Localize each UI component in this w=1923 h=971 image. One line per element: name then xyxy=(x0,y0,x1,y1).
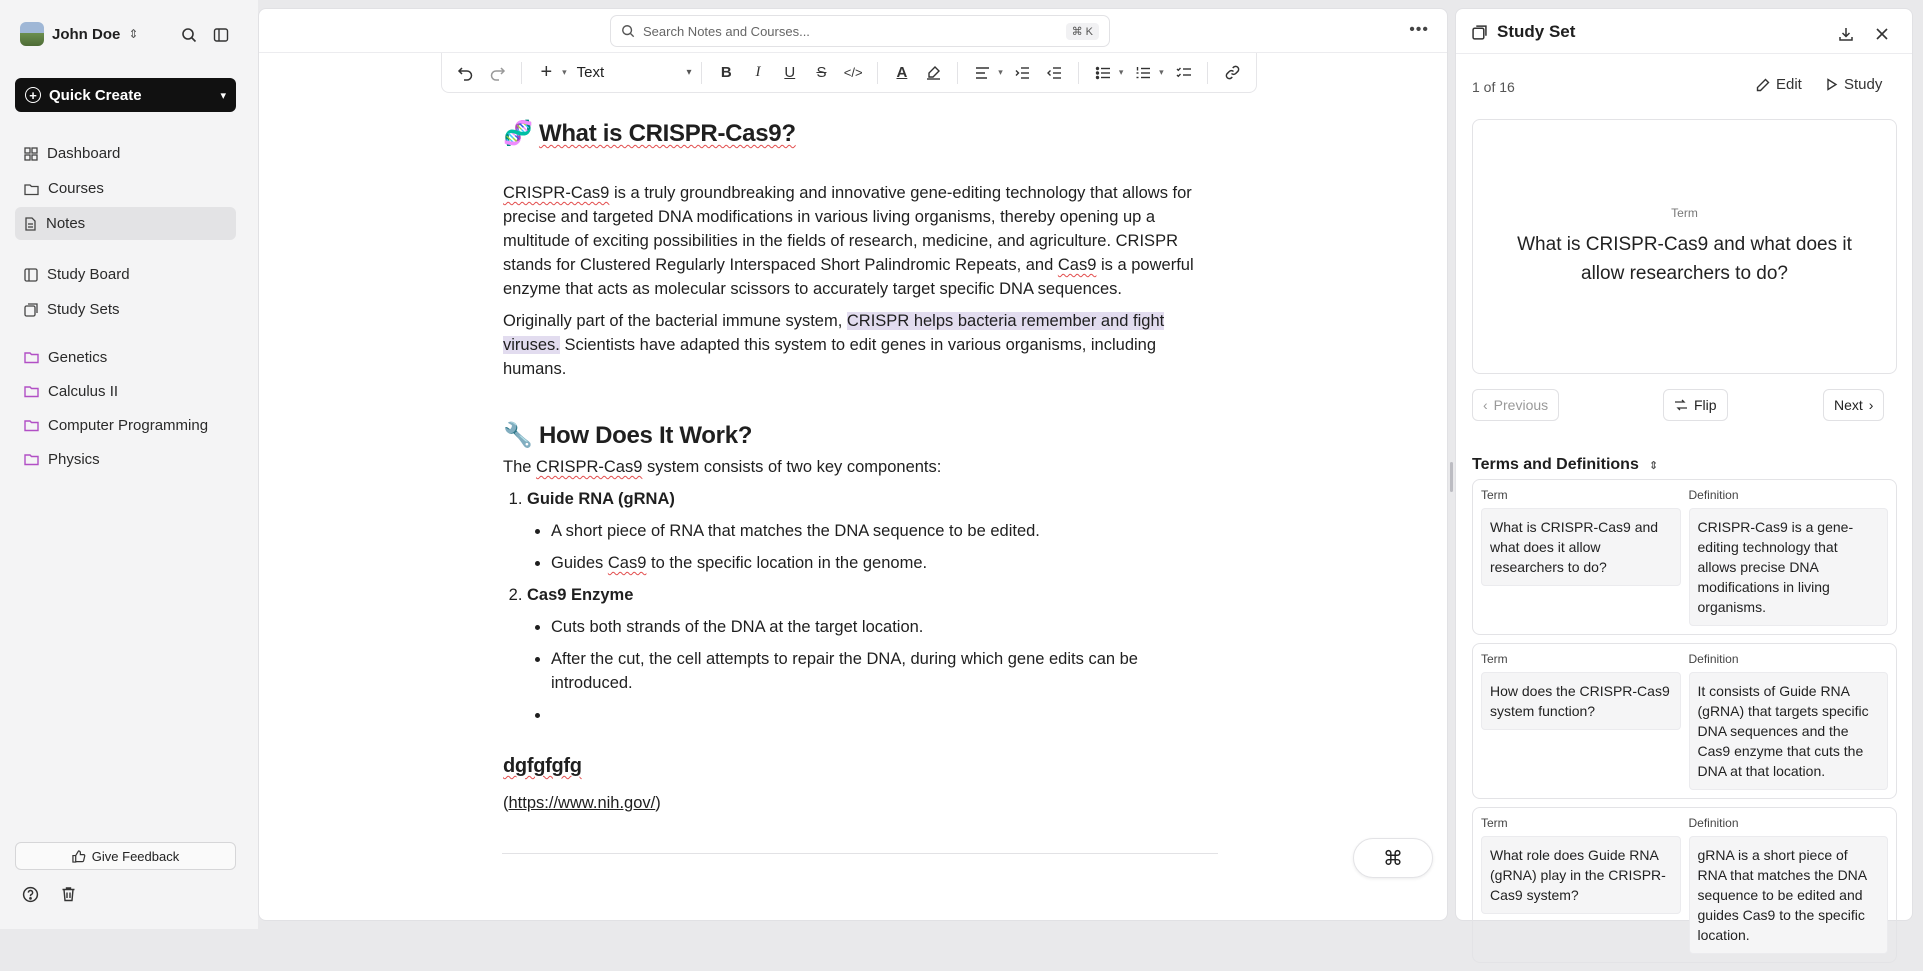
term-text[interactable]: How does the CRISPR-Cas9 system function? xyxy=(1481,672,1681,730)
separator xyxy=(701,62,702,84)
sidebar-toggle-icon[interactable] xyxy=(210,24,232,46)
paragraph-text: Scientists have adapted this system to edit genes in various organisms, including humans. xyxy=(503,336,1157,378)
chevron-down-icon[interactable]: ▾ xyxy=(562,67,567,77)
chevron-down-icon[interactable]: ▾ xyxy=(1118,67,1124,77)
paragraph xyxy=(503,181,1203,301)
insert-plus-icon[interactable]: + xyxy=(540,61,553,83)
sidebar-item-label: Study Board xyxy=(47,266,130,283)
list-item: • After the cut, the cell attempts to repair the DNA, during which gene edits can be introduced. xyxy=(551,647,1203,695)
chevron-up-down-icon: ⇕ xyxy=(128,27,139,41)
search-icon xyxy=(621,24,635,38)
list-item xyxy=(527,583,1203,727)
plus-circle-icon: + xyxy=(25,87,41,103)
list-item xyxy=(527,487,1203,575)
folder-nav xyxy=(15,341,236,477)
panel-resize-handle[interactable] xyxy=(1450,462,1453,492)
main-nav xyxy=(15,137,236,242)
paragraph-text: is a truly groundbreaking and innovative gene-editing technology that allows for precise and targeted DNA modifications in various living organisms, thereby opening up a multitude of exciting possibilities in the fields of research, medicine, and agriculture. CRISPR stands for Clustered Regularly Interspaced Short Palindromic Repeats, and xyxy=(503,184,1192,274)
wrench-emoji: 🔧 xyxy=(503,422,533,449)
note-icon xyxy=(24,217,37,231)
separator xyxy=(521,62,522,84)
folder-icon xyxy=(24,182,39,196)
separator xyxy=(957,62,958,84)
previous-label: Previous xyxy=(1493,397,1549,413)
bold-icon[interactable]: B xyxy=(720,64,732,81)
undo-icon[interactable] xyxy=(452,59,480,87)
thumbs-up-icon xyxy=(72,850,85,863)
study-nav xyxy=(15,258,236,328)
term-label: Term xyxy=(1481,488,1508,502)
list-item-title: Cas9 Enzyme xyxy=(527,586,634,604)
underline-icon[interactable]: U xyxy=(784,64,796,81)
command-icon[interactable]: ⌘ xyxy=(1353,838,1433,878)
empty-list-item[interactable] xyxy=(551,703,1203,727)
highlighted-text: CRISPR helps bacteria remember and fight viruses. xyxy=(503,312,1165,354)
nih-link[interactable]: https://www.nih.gov/ xyxy=(508,794,656,812)
block-type-label: Text xyxy=(576,64,605,81)
heading-how-does-it-work xyxy=(503,421,1203,451)
heading-text: How Does It Work? xyxy=(538,422,753,449)
definition-text[interactable]: It consists of Guide RNA (gRNA) that targets specific DNA sequences and the Cas9 enzyme that cuts the DNA at that location. xyxy=(1689,672,1889,790)
paragraph-text: system consists of two key components: xyxy=(642,458,942,476)
code-icon[interactable]: </> xyxy=(843,65,863,80)
dna-emoji: 🧬 xyxy=(503,120,533,147)
play-icon xyxy=(1826,78,1838,91)
chevron-down-icon: ▾ xyxy=(220,89,226,102)
folder-icon xyxy=(24,418,39,432)
list-item: • A short piece of RNA that matches the DNA sequence to be edited. xyxy=(551,519,1203,543)
separator xyxy=(877,62,878,84)
sidebar-item-notes[interactable] xyxy=(15,207,236,240)
feedback-label: Give Feedback xyxy=(91,848,180,864)
heading-what-is-crispr xyxy=(503,119,1203,149)
section-title: Terms and Definitions xyxy=(1472,456,1639,473)
flip-icon xyxy=(1674,398,1688,412)
sidebar-item-label: Physics xyxy=(48,450,100,468)
study-set-panel xyxy=(1455,8,1913,943)
search-placeholder: Search Notes and Courses... xyxy=(643,23,810,39)
horizontal-rule xyxy=(502,853,1218,854)
quick-create-label: Quick Create xyxy=(49,86,142,104)
quick-create-button[interactable] xyxy=(15,78,236,112)
give-feedback-button[interactable] xyxy=(15,842,236,870)
term-text[interactable]: What is CRISPR-Cas9 and what does it allow researchers to do? xyxy=(1481,508,1681,586)
sidebar-item-genetics[interactable] xyxy=(15,341,236,373)
paragraph xyxy=(503,309,1203,381)
components-list xyxy=(503,487,1203,727)
edit-button[interactable] xyxy=(1756,76,1802,93)
align-left-icon[interactable] xyxy=(968,59,996,87)
sidebar-item-label: Genetics xyxy=(48,348,108,366)
sidebar-item-study-board[interactable] xyxy=(15,258,236,291)
more-options-icon[interactable]: ••• xyxy=(1409,21,1429,38)
outdent-icon[interactable] xyxy=(1040,59,1068,87)
cards-icon xyxy=(24,303,38,317)
chevron-down-icon: ▾ xyxy=(686,67,692,78)
study-label: Study xyxy=(1844,76,1883,93)
term-card[interactable] xyxy=(1472,807,1897,963)
chevron-left-icon: ‹ xyxy=(1483,397,1488,413)
sidebar-item-label: Study Sets xyxy=(47,301,120,318)
avatar xyxy=(20,22,44,46)
term-label: Term xyxy=(1481,652,1508,666)
paragraph-text: The xyxy=(503,458,537,476)
italic-icon[interactable]: I xyxy=(755,64,761,80)
edit-label: Edit xyxy=(1776,76,1802,93)
sidebar-item-label: Calculus II xyxy=(48,382,119,400)
close-icon[interactable] xyxy=(1870,22,1894,46)
card-side-label: Term xyxy=(1671,205,1698,220)
user-switcher[interactable] xyxy=(20,22,138,46)
folder-icon xyxy=(24,384,39,398)
link-icon[interactable] xyxy=(1218,59,1246,87)
panel-header xyxy=(1472,22,1575,42)
shortcut-badge: ⌘ K xyxy=(1066,23,1099,40)
indent-icon[interactable] xyxy=(1009,59,1037,87)
redo-icon[interactable] xyxy=(484,59,512,87)
pencil-icon xyxy=(1756,78,1770,92)
sidebar-item-physics[interactable] xyxy=(15,443,236,475)
block-type-select[interactable] xyxy=(573,64,692,81)
definition-label: Definition xyxy=(1688,652,1739,666)
terms-definitions-header[interactable] xyxy=(1472,456,1658,474)
definition-text[interactable]: gRNA is a short piece of RNA that matches the DNA sequence to be edited and guides Cas9 to the specific location. xyxy=(1689,836,1889,954)
sidebar-item-courses[interactable] xyxy=(15,172,236,205)
sidebar-item-computer-programming[interactable] xyxy=(15,409,236,441)
highlighter-icon[interactable] xyxy=(920,59,948,87)
chevron-down-icon[interactable]: ▾ xyxy=(998,67,1003,77)
note-editor xyxy=(258,8,1448,921)
list-item: • Cuts both strands of the DNA at the target location. xyxy=(551,615,1203,639)
folder-icon xyxy=(24,452,39,466)
sidebar-item-calculus-ii[interactable] xyxy=(15,375,236,407)
sidebar-item-label: Computer Programming xyxy=(48,416,209,434)
cas9-term: Cas9 xyxy=(607,554,647,572)
heading-text: What is CRISPR-Cas9? xyxy=(538,120,796,147)
term-label: Term xyxy=(1481,816,1508,830)
text: to the specific location in the genome. xyxy=(646,554,928,572)
sidebar xyxy=(0,0,258,929)
cas9-term: Cas9 xyxy=(1057,256,1097,274)
checklist-icon[interactable] xyxy=(1170,59,1198,87)
divider xyxy=(1456,53,1912,54)
flashcard[interactable] xyxy=(1472,119,1897,374)
chevron-right-icon: › xyxy=(1868,397,1874,413)
paragraph xyxy=(503,455,1203,479)
text: ) xyxy=(655,794,661,812)
terms-list xyxy=(1472,479,1897,971)
next-label: Next xyxy=(1834,397,1863,413)
separator xyxy=(1207,62,1208,84)
dashboard-icon xyxy=(24,147,38,161)
search-icon[interactable] xyxy=(178,24,200,46)
separator xyxy=(1078,62,1079,84)
definition-label: Definition xyxy=(1688,816,1739,830)
flip-button[interactable] xyxy=(1663,389,1728,421)
definition-text[interactable]: CRISPR-Cas9 is a gene-editing technology that allows precise DNA modifications in living organisms. xyxy=(1689,508,1889,626)
folder-icon xyxy=(24,350,39,364)
link-paragraph xyxy=(503,791,1203,815)
list-item xyxy=(551,551,1203,575)
download-icon[interactable] xyxy=(1834,22,1858,46)
flip-label: Flip xyxy=(1694,397,1717,413)
chevron-down-icon[interactable]: ▾ xyxy=(1159,67,1164,77)
term-text[interactable]: What role does Guide RNA (gRNA) play in the CRISPR-Cas9 system? xyxy=(1481,836,1681,914)
crispr-term: CRISPR-Cas9 xyxy=(503,184,610,202)
card-term: What is CRISPR-Cas9 and what does it allow researchers to do? xyxy=(1517,233,1852,284)
term-card[interactable] xyxy=(1472,479,1897,635)
heading-dgfgfgfg: dgfgfgfg xyxy=(503,755,582,777)
note-content[interactable] xyxy=(503,119,1203,815)
study-button[interactable] xyxy=(1826,76,1882,93)
numbered-list-icon[interactable] xyxy=(1129,59,1157,87)
sidebar-item-study-sets[interactable] xyxy=(15,293,236,326)
help-icon[interactable] xyxy=(20,884,40,904)
text: ( xyxy=(503,794,509,812)
definition-label: Definition xyxy=(1688,488,1739,502)
trash-icon[interactable] xyxy=(58,884,78,904)
previous-button[interactable] xyxy=(1472,389,1559,421)
board-icon xyxy=(24,268,38,282)
crispr-term: CRISPR-Cas9 xyxy=(536,458,643,476)
term-card[interactable] xyxy=(1472,643,1897,799)
text: Guides xyxy=(551,554,608,572)
card-counter: 1 of 16 xyxy=(1472,79,1515,95)
formatting-toolbar xyxy=(441,53,1257,93)
bullet-list-icon[interactable] xyxy=(1089,59,1117,87)
sort-icon: ⇕ xyxy=(1648,459,1659,472)
paragraph-text: Originally part of the bacterial immune system, xyxy=(503,312,847,330)
next-button[interactable] xyxy=(1823,389,1884,421)
sidebar-item-label: Dashboard xyxy=(47,145,121,162)
list-item-title: Guide RNA (gRNA) xyxy=(527,490,675,508)
cards-icon xyxy=(1472,25,1487,40)
sidebar-item-dashboard[interactable] xyxy=(15,137,236,170)
search-input[interactable] xyxy=(610,15,1110,47)
panel-title: Study Set xyxy=(1497,22,1576,41)
sidebar-item-label: Notes xyxy=(46,215,86,232)
sidebar-item-label: Courses xyxy=(48,180,104,197)
strikethrough-icon[interactable]: S xyxy=(816,64,827,81)
user-name: John Doe xyxy=(52,25,121,43)
text-color-icon[interactable]: A xyxy=(896,64,908,81)
paragraph-text: is a powerful enzyme that acts as molecular scissors to accurately target specific DNA sequences. xyxy=(503,256,1194,298)
